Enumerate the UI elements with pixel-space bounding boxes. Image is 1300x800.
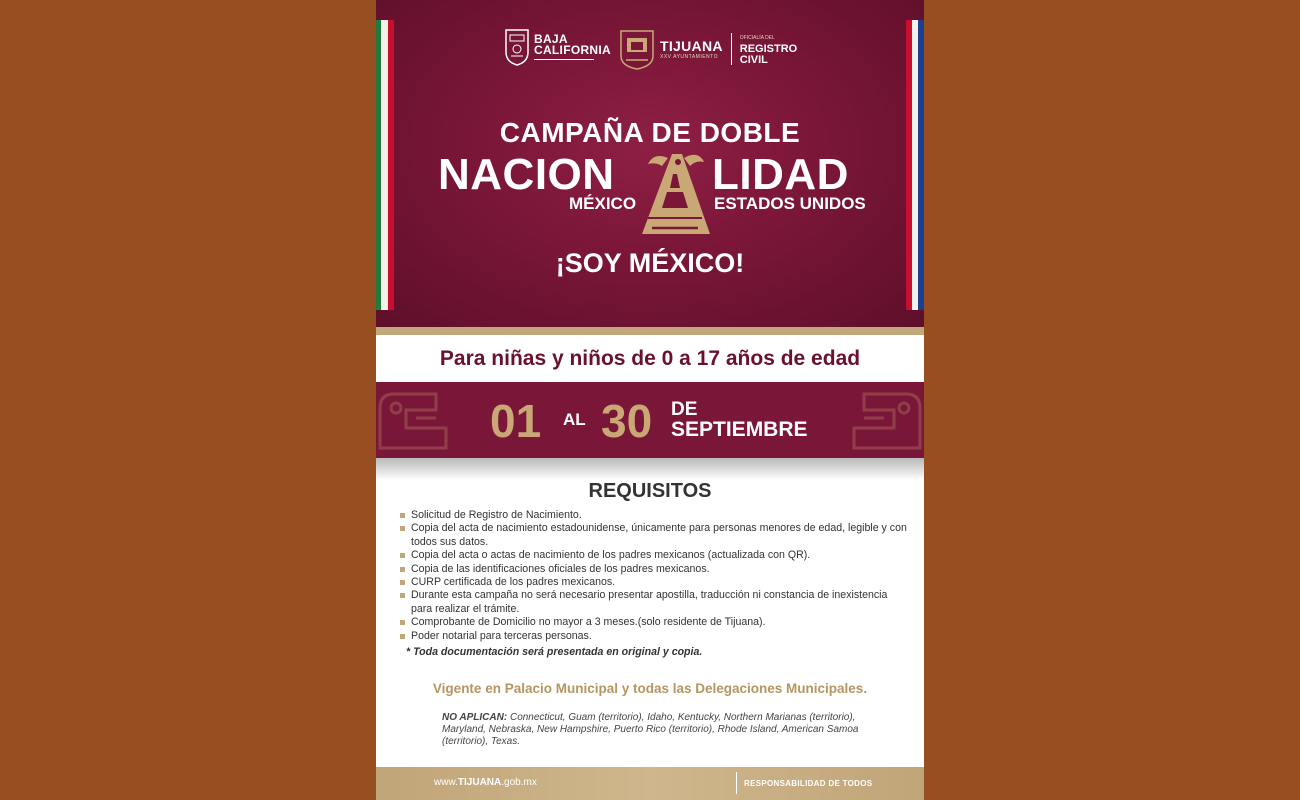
list-item: Copia del acta de nacimiento estadounidense, únicamente para personas menores de edad, legible y con todos sus datos. — [398, 522, 908, 549]
date-month: SEPTIEMBRE — [671, 418, 808, 441]
baja-underline — [534, 59, 594, 60]
web-bold: TIJUANA — [457, 777, 502, 788]
campaign-slogan: ¡SOY MÉXICO! — [555, 248, 745, 278]
tijuana-sub: XXV AYUNTAMIENTO — [660, 54, 719, 60]
registro-line2: CIVIL — [739, 53, 768, 66]
requirements-list — [398, 509, 908, 643]
list-item: Durante esta campaña no será necesario presentar apostilla, traducción ni constancia de inexistencia para realizar el trámite. — [398, 589, 908, 616]
footer-slogan: RESPONSABILIDAD DE TODOS — [744, 779, 873, 788]
campaign-title-line1: CAMPAÑA DE DOBLE — [499, 117, 801, 148]
baja-california-logo — [504, 28, 611, 66]
list-item: Comprobante de Domicilio no mayor a 3 meses.(solo residente de Tijuana). — [398, 616, 908, 629]
requirements-title: REQUISITOS — [588, 480, 712, 502]
age-banner: Para niñas y niños de 0 a 17 años de edad — [376, 335, 924, 382]
hero-section — [376, 0, 924, 327]
tijuana-emblem-icon — [618, 28, 656, 70]
logo-separator — [731, 33, 732, 65]
excluded-states — [442, 712, 872, 748]
website-link[interactable] — [434, 777, 537, 788]
tijuana-logo — [618, 28, 797, 70]
tijuana-name: TIJUANA — [660, 38, 723, 54]
list-item: Solicitud de Registro de Nacimiento. — [398, 509, 908, 522]
campaign-title-nacion: NACION — [438, 150, 615, 199]
date-banner-shadow — [376, 458, 924, 480]
date-de: DE — [671, 399, 698, 420]
list-item: Copia del acta o actas de nacimiento de los padres mexicanos (actualizada con QR). — [398, 549, 908, 562]
list-item: Copia de las identificaciones oficiales de los padres mexicanos. — [398, 563, 908, 576]
country-mexico: MÉXICO — [569, 194, 637, 213]
baja-california-shield-icon — [504, 28, 530, 66]
date-connector: AL — [563, 410, 586, 429]
registro-oficialia: OFICIALÍA DEL — [739, 34, 775, 41]
list-item: Poder notarial para terceras personas. — [398, 630, 908, 643]
excluded-label: NO APLICAN: — [442, 712, 508, 723]
header-logos — [376, 26, 924, 76]
web-suffix: .gob.mx — [501, 777, 537, 788]
aztec-letter-a-icon — [634, 148, 716, 236]
start-day: 01 — [490, 395, 542, 447]
country-estados-unidos: ESTADOS UNIDOS — [714, 194, 866, 213]
end-day: 30 — [601, 395, 653, 447]
documentation-note: * Toda documentación será presentada en original y copia. — [406, 646, 703, 658]
campaign-title-lidad: LIDAD — [712, 150, 849, 199]
excluded-list: Connecticut, Guam (territorio), Idaho, Kentucky, Northern Marianas (territorio), Maryland, Nebraska, New Hampshire, Puerto Rico (territorio), Rhode Island, American Samoa (territorio), Texas. — [442, 712, 859, 747]
validity-statement: Vigente en Palacio Municipal y todas las Delegaciones Municipales. — [432, 681, 868, 696]
campaign-poster — [376, 0, 924, 800]
registro-line1: REGISTRO — [739, 42, 798, 55]
gold-divider — [376, 327, 924, 335]
web-prefix: www. — [434, 777, 458, 788]
registro-civil-logo — [740, 33, 797, 66]
list-item: CURP certificada de los padres mexicanos. — [398, 576, 908, 589]
aztec-glyph-left-icon — [376, 388, 468, 454]
aztec-glyph-right-icon — [832, 388, 924, 454]
footer-separator — [736, 772, 737, 794]
baja-line1: BAJA — [534, 32, 568, 46]
baja-line2: CALIFORNIA — [534, 43, 611, 57]
